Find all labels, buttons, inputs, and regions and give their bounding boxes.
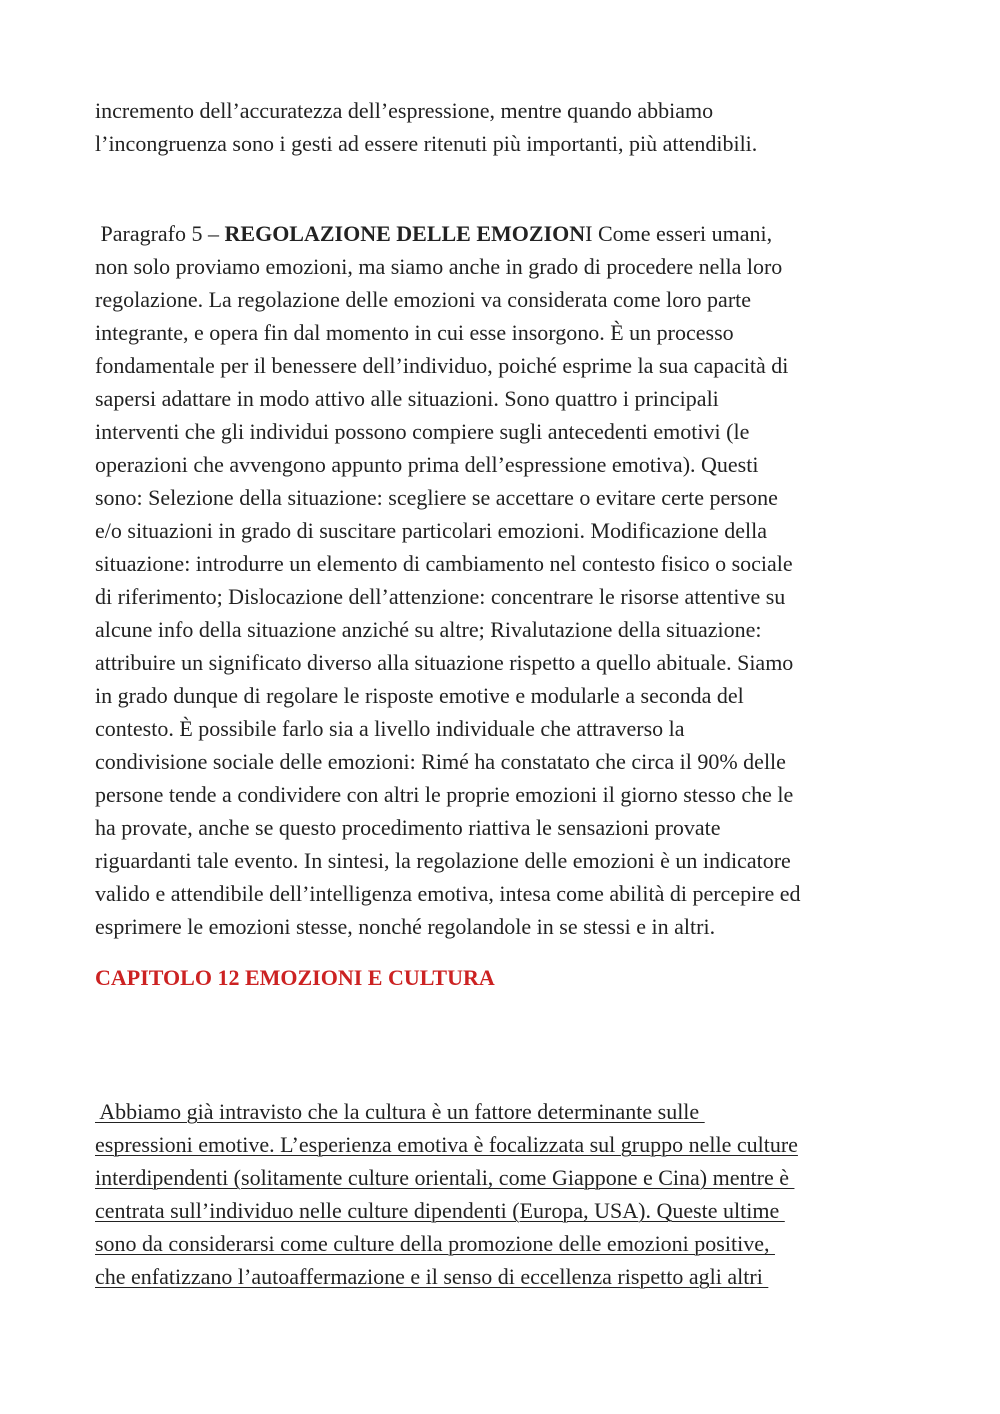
paragraph5-line: situazione: introdurre un elemento di cambiamento nel contesto fisico o sociale	[95, 551, 793, 576]
paragraph5-line: attribuire un significato diverso alla situazione rispetto a quello abituale. Siamo	[95, 650, 794, 675]
paragraph5-line: alcune info della situazione anziché su altre; Rivalutazione della situazione:	[95, 617, 762, 642]
chapter-title: CAPITOLO 12 EMOZIONI E CULTURA	[95, 965, 495, 990]
paragraph5-label: Paragrafo 5 –	[95, 221, 225, 246]
paragraph5-first-line	[95, 217, 772, 250]
intro-line: l’incongruenza sono i gesti ad essere ritenuti più importanti, più attendibili.	[95, 131, 758, 156]
chapter-line	[95, 1161, 794, 1194]
chapter-line-text: interdipendenti (solitamente culture orientali, come Giappone e Cina) mentre è	[95, 1165, 795, 1190]
paragraph5-line: in grado dunque di regolare le risposte emotive e modularle a seconda del	[95, 683, 744, 708]
paragraph5-line: interventi che gli individui possono compiere sugli antecedenti emotivi (le	[95, 419, 750, 444]
chapter-line-text: sono da considerarsi come culture della promozione delle emozioni positive,	[95, 1231, 775, 1256]
paragraph5-line: operazioni che avvengono appunto prima dell’espressione emotiva). Questi	[95, 452, 759, 477]
paragraph5-line: condivisione sociale delle emozioni: Rimé ha constatato che circa il 90% delle	[95, 749, 786, 774]
chapter-line-text: espressioni emotive. L’esperienza emotiva è focalizzata sul gruppo nelle culture	[95, 1132, 798, 1157]
chapter-line	[95, 1227, 775, 1260]
paragraph5-line: contesto. È possibile farlo sia a livello individuale che attraverso la	[95, 716, 685, 741]
paragraph5-line: sapersi adattare in modo attivo alle situazioni. Sono quattro i principali	[95, 386, 719, 411]
paragraph5-line: di riferimento; Dislocazione dell’attenzione: concentrare le risorse attentive su	[95, 584, 786, 609]
intro-line: incremento dell’accuratezza dell’espressione, mentre quando abbiamo	[95, 98, 714, 123]
paragraph5-line: riguardanti tale evento. In sintesi, la regolazione delle emozioni è un indicatore	[95, 848, 791, 873]
chapter-line	[95, 1260, 768, 1293]
chapter-line	[95, 1128, 798, 1161]
paragraph5-line: e/o situazioni in grado di suscitare particolari emozioni. Modificazione della	[95, 518, 767, 543]
chapter-line-text: che enfatizzano l’autoaffermazione e il senso di eccellenza rispetto agli altri	[95, 1264, 769, 1289]
paragraph5-line: valido e attendibile dell’intelligenza emotiva, intesa come abilità di percepire ed	[95, 881, 801, 906]
paragraph5-line: fondamentale per il benessere dell’individuo, poiché esprime la sua capacità di	[95, 353, 789, 378]
chapter-line-text: centrata sull’individuo nelle culture dipendenti (Europa, USA). Queste ultime	[95, 1198, 785, 1223]
paragraph5-first-line-rest: I Come esseri umani,	[585, 221, 773, 246]
paragraph5-heading: REGOLAZIONE DELLE EMOZION	[224, 221, 586, 246]
paragraph5-line: regolazione. La regolazione delle emozioni va considerata come loro parte	[95, 287, 752, 312]
paragraph5-line: ha provate, anche se questo procedimento riattiva le sensazioni provate	[95, 815, 721, 840]
paragraph5-line: esprimere le emozioni stesse, nonché regolandole in se stessi e in altri.	[95, 914, 716, 939]
chapter-line	[95, 1194, 785, 1227]
chapter-line-text: Abbiamo già intravisto che la cultura è un fattore determinante sulle	[95, 1099, 705, 1124]
chapter-line	[95, 1095, 705, 1128]
paragraph5-line: persone tende a condividere con altri le proprie emozioni il giorno stesso che le	[95, 782, 794, 807]
paragraph5-line: sono: Selezione della situazione: scegliere se accettare o evitare certe persone	[95, 485, 778, 510]
paragraph5-line: non solo proviamo emozioni, ma siamo anche in grado di procedere nella loro	[95, 254, 783, 279]
paragraph5-line: integrante, e opera fin dal momento in cui esse insorgono. È un processo	[95, 320, 734, 345]
